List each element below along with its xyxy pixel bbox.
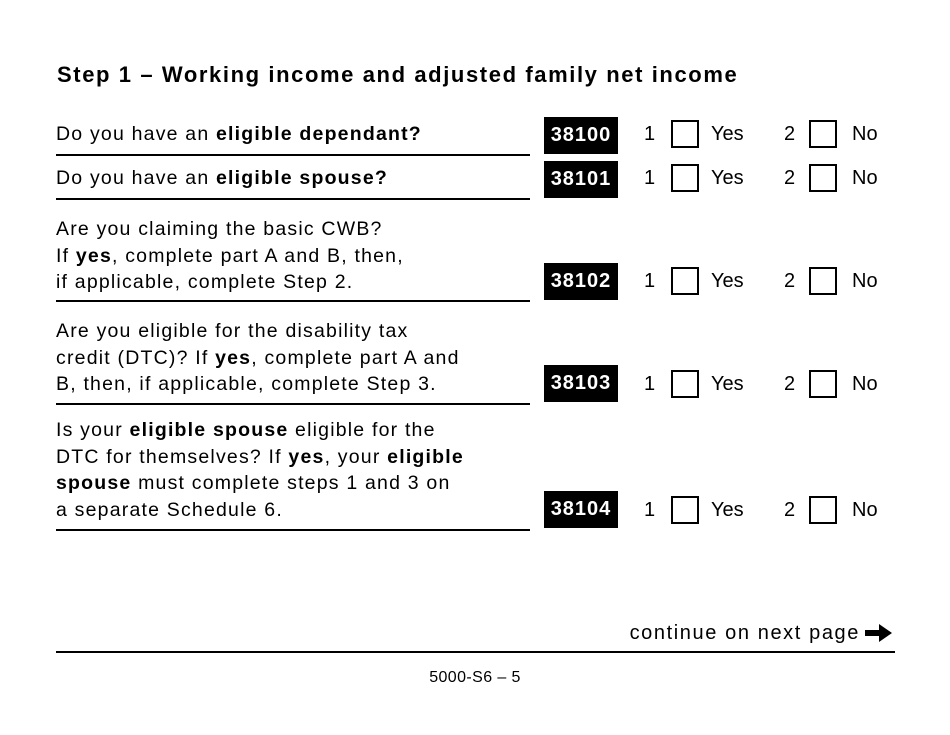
no-checkbox-38101[interactable] xyxy=(809,164,837,192)
option-1-number: 1 xyxy=(644,123,656,145)
option-1-number: 1 xyxy=(644,373,656,395)
question-rule xyxy=(56,529,530,531)
question-rule xyxy=(56,198,530,200)
question-disability-tax-credit xyxy=(56,318,529,398)
question-rule xyxy=(56,403,530,405)
arrow-right-icon xyxy=(864,622,894,644)
question-line: Do you have an eligible dependant? xyxy=(56,123,422,145)
question-line: DTC for themselves? If yes, your eligible xyxy=(56,445,464,468)
question-rule xyxy=(56,300,530,302)
yes-checkbox-38101[interactable] xyxy=(671,164,699,192)
option-2-number: 2 xyxy=(784,270,796,292)
option-2-number: 2 xyxy=(784,373,796,395)
question-line: B, then, if applicable, complete Step 3. xyxy=(56,373,437,395)
question-line: If yes, complete part A and B, then, xyxy=(56,244,404,267)
footer-rule xyxy=(56,651,895,653)
question-line: Are you claiming the basic CWB? xyxy=(56,218,383,240)
question-eligible-spouse xyxy=(56,165,529,192)
yes-checkbox-38104[interactable] xyxy=(671,496,699,524)
question-rule xyxy=(56,154,530,156)
option-2-number: 2 xyxy=(784,167,796,189)
no-label: No xyxy=(852,373,878,395)
question-basic-cwb xyxy=(56,216,529,296)
question-line: credit (DTC)? If yes, complete part A and xyxy=(56,346,460,369)
no-label: No xyxy=(852,167,878,189)
no-checkbox-38100[interactable] xyxy=(809,120,837,148)
question-line: Is your eligible spouse eligible for the xyxy=(56,419,436,441)
question-spouse-dtc xyxy=(56,417,529,523)
page-footer: 5000-S6 – 5 xyxy=(429,669,521,686)
yes-checkbox-38100[interactable] xyxy=(671,120,699,148)
no-label: No xyxy=(852,499,878,521)
continue-text: continue on next page xyxy=(629,622,860,644)
option-1-number: 1 xyxy=(644,167,656,189)
no-checkbox-38103[interactable] xyxy=(809,370,837,398)
no-checkbox-38102[interactable] xyxy=(809,267,837,295)
question-line: Do you have an eligible spouse? xyxy=(56,167,388,189)
option-2-number: 2 xyxy=(784,123,796,145)
yes-checkbox-38103[interactable] xyxy=(671,370,699,398)
line-code-38102: 38102 xyxy=(544,263,618,300)
question-line: a separate Schedule 6. xyxy=(56,498,283,521)
question-line: if applicable, complete Step 2. xyxy=(56,271,354,293)
option-1-number: 1 xyxy=(644,499,656,521)
line-code-38104: 38104 xyxy=(544,491,618,528)
step-title: Step 1 – Working income and adjusted family net income xyxy=(57,62,739,87)
line-code-38101: 38101 xyxy=(544,161,618,198)
question-line: spouse must complete steps 1 and 3 on xyxy=(56,472,451,494)
no-label: No xyxy=(852,123,878,145)
line-code-38103: 38103 xyxy=(544,365,618,402)
yes-label: Yes xyxy=(711,270,744,292)
yes-label: Yes xyxy=(711,123,744,145)
question-eligible-dependant xyxy=(56,121,529,148)
no-checkbox-38104[interactable] xyxy=(809,496,837,524)
no-label: No xyxy=(852,270,878,292)
question-line: Are you eligible for the disability tax xyxy=(56,320,409,342)
yes-checkbox-38102[interactable] xyxy=(671,267,699,295)
option-1-number: 1 xyxy=(644,270,656,292)
yes-label: Yes xyxy=(711,167,744,189)
yes-label: Yes xyxy=(711,499,744,521)
yes-label: Yes xyxy=(711,373,744,395)
option-2-number: 2 xyxy=(784,499,796,521)
line-code-38100: 38100 xyxy=(544,117,618,154)
